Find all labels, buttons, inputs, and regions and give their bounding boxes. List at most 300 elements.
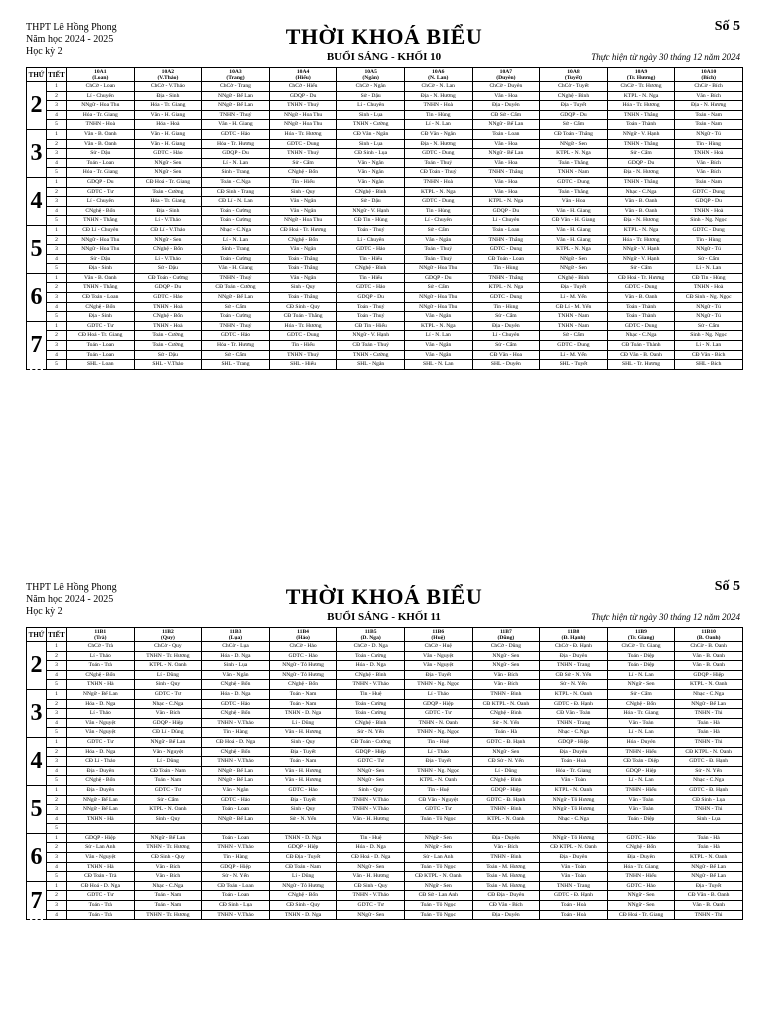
- homeroom-teacher: (Hiếu): [295, 74, 311, 81]
- lesson-cell: CĐ Văn - B. Oanh: [607, 350, 675, 360]
- lesson-cell: Toán - Thuý: [404, 254, 472, 264]
- lesson-cell: GDTC - Hảo: [202, 331, 270, 341]
- lesson-cell: Lí - Thảo: [67, 709, 135, 719]
- lesson-cell: TNHN - Hoà: [675, 149, 743, 159]
- lesson-cell: Toán - Cường: [134, 331, 202, 341]
- lesson-cell: Lí - Dũng: [134, 670, 202, 680]
- lesson-cell: GDTC - Dung: [607, 321, 675, 331]
- lesson-cell: NNgữ - Bế Lan: [202, 101, 270, 111]
- table-row: [27, 747, 743, 757]
- lesson-cell: TNHN - Thi: [675, 910, 743, 920]
- lesson-cell: Văn - Bích: [675, 168, 743, 178]
- lesson-cell: Lí - N. Lan: [202, 158, 270, 168]
- lesson-cell: [202, 824, 270, 834]
- lesson-cell: GDTC - Dung: [607, 283, 675, 293]
- lesson-cell: [404, 824, 472, 834]
- lesson-cell: Lí - Dũng: [269, 872, 337, 882]
- lesson-cell: GDTC - Dung: [540, 341, 608, 351]
- lesson-cell: Hóa - D. Nga: [202, 651, 270, 661]
- lesson-cell: NNgữ - Hoa Thu: [67, 245, 135, 255]
- lesson-cell: NNgữ - Hoa Thu: [269, 216, 337, 226]
- lesson-cell: NNgữ - Sen: [472, 747, 540, 757]
- lesson-cell: Sử - Cẩm: [404, 225, 472, 235]
- period-number: 5: [47, 264, 67, 274]
- lesson-cell: GDTC - Tư: [404, 805, 472, 815]
- lesson-cell: Toán - Thành: [607, 120, 675, 130]
- lesson-cell: Văn - H. Hương: [269, 728, 337, 738]
- lesson-cell: TNHN - Hoà: [67, 120, 135, 130]
- class-header: [134, 68, 202, 82]
- school-year: Năm học 2024 - 2025: [26, 34, 114, 45]
- class-name: 10A6: [432, 68, 445, 75]
- lesson-cell: NNgữ - Bế Lan: [67, 795, 135, 805]
- lesson-cell: GDTC - Hảo: [269, 785, 337, 795]
- period-number: 1: [47, 881, 67, 891]
- lesson-cell: TNHN - Thắng: [607, 139, 675, 149]
- lesson-cell: GDQP - Hiệp: [675, 670, 743, 680]
- lesson-cell: Địa - Duyên: [540, 747, 608, 757]
- table-row: [27, 129, 743, 139]
- lesson-cell: NNgữ - Tô Hương: [540, 795, 608, 805]
- period-number: 1: [47, 225, 67, 235]
- lesson-cell: Lí - V.Thảo: [134, 216, 202, 226]
- class-header: [675, 628, 743, 642]
- lesson-cell: Lí - Dũng: [472, 766, 540, 776]
- lesson-cell: TNHN - Bình: [472, 689, 540, 699]
- table-row: [27, 661, 743, 671]
- lesson-cell: GDQP - Hiệp: [337, 747, 405, 757]
- table-row: [27, 264, 743, 274]
- school-term: Học kỳ 2: [26, 606, 63, 617]
- lesson-cell: ChCờ - Huệ: [404, 642, 472, 652]
- lesson-cell: Toán - Diệp: [607, 661, 675, 671]
- day-label: 5: [27, 225, 47, 273]
- lesson-cell: TNHN - D. Nga: [269, 833, 337, 843]
- lesson-cell: Hóa - Tr. Giang: [67, 168, 135, 178]
- lesson-cell: Văn - B. Oanh: [67, 139, 135, 149]
- lesson-cell: TNHN - Thắng: [607, 110, 675, 120]
- document-number: Số 5: [714, 579, 740, 594]
- lesson-cell: CNghệ - Bốn: [202, 747, 270, 757]
- lesson-cell: NNgữ - Bế Lan: [134, 737, 202, 747]
- lesson-cell: Tin - Hiếu: [337, 273, 405, 283]
- lesson-cell: Hóa - D. Nga: [67, 747, 135, 757]
- lesson-cell: Lí - Chuyên: [337, 235, 405, 245]
- lesson-cell: Văn - Ngân: [337, 168, 405, 178]
- period-number: 1: [47, 273, 67, 283]
- lesson-cell: Sinh - Quy: [269, 805, 337, 815]
- lesson-cell: TNHN - Tr. Hương: [134, 651, 202, 661]
- lesson-cell: GDQP - Du: [540, 110, 608, 120]
- lesson-cell: NNgữ - V. Hạnh: [337, 331, 405, 341]
- lesson-cell: Văn - Hoa: [472, 187, 540, 197]
- lesson-cell: Tin - Hùng: [472, 264, 540, 274]
- lesson-cell: Lí - Chuyên: [472, 216, 540, 226]
- lesson-cell: TNHN - Thuý: [269, 350, 337, 360]
- lesson-cell: NNgữ - Sen: [337, 910, 405, 920]
- lesson-cell: NNgữ - Sen: [134, 168, 202, 178]
- lesson-cell: Văn - B. Oanh: [675, 651, 743, 661]
- class-name: 10A9: [634, 68, 648, 75]
- lesson-cell: CĐ Văn - Hoa: [472, 350, 540, 360]
- lesson-cell: Văn - Ngân: [404, 350, 472, 360]
- lesson-cell: NNgữ - Sen: [337, 776, 405, 786]
- class-header: [540, 628, 608, 642]
- class-name: 10A7: [499, 68, 513, 75]
- lesson-cell: Lí - Dũng: [269, 718, 337, 728]
- lesson-cell: Địa - Duyên: [607, 853, 675, 863]
- lesson-cell: Toán - Nam: [134, 776, 202, 786]
- class-name: 11B9: [635, 628, 647, 635]
- lesson-cell: TNHN - V.Thảo: [202, 910, 270, 920]
- lesson-cell: GDTC - Dung: [269, 139, 337, 149]
- lesson-cell: TNHN - Hoà: [134, 302, 202, 312]
- period-number: 5: [47, 216, 67, 226]
- lesson-cell: CĐ Sử - Lan Anh: [404, 891, 472, 901]
- period-number: 3: [47, 101, 67, 111]
- lesson-cell: TNHN - Thắng: [472, 273, 540, 283]
- lesson-cell: Lí - N. Lan: [607, 776, 675, 786]
- table-row: [27, 651, 743, 661]
- lesson-cell: Hóa - Tr. Giang: [607, 709, 675, 719]
- lesson-cell: Văn - Ngân: [202, 670, 270, 680]
- lesson-cell: CĐ KTPL - N. Oanh: [540, 843, 608, 853]
- homeroom-teacher: (Huệ): [431, 634, 446, 641]
- lesson-cell: Địa - Tuyết: [540, 283, 608, 293]
- table-row: [27, 709, 743, 719]
- lesson-cell: Lí - Dũng: [134, 757, 202, 767]
- table-row: [27, 197, 743, 207]
- lesson-cell: Văn - B. Oanh: [67, 273, 135, 283]
- lesson-cell: TNHN - Hoà: [675, 206, 743, 216]
- lesson-cell: Tin - Hùng: [675, 139, 743, 149]
- class-header: [67, 68, 135, 82]
- lesson-cell: Sử - Cẩm: [675, 254, 743, 264]
- lesson-cell: Lí - M. Yến: [540, 293, 608, 303]
- table-row: [27, 216, 743, 226]
- table-row: [27, 680, 743, 690]
- lesson-cell: Văn - Toàn: [540, 872, 608, 882]
- lesson-cell: NNgữ - Bế Lan: [675, 862, 743, 872]
- lesson-cell: Sử - N. Yến: [675, 766, 743, 776]
- period-number: 3: [47, 757, 67, 767]
- lesson-cell: Sử - Cẩm: [607, 689, 675, 699]
- lesson-cell: GDTC - Dung: [269, 331, 337, 341]
- lesson-cell: Toán - Loan: [202, 833, 270, 843]
- lesson-cell: CNghệ - Bình: [472, 709, 540, 719]
- lesson-cell: Sử - Cẩm: [607, 149, 675, 159]
- table-row: [27, 901, 743, 911]
- lesson-cell: Văn - H. Hương: [269, 776, 337, 786]
- lesson-cell: GDTC - Tư: [67, 321, 135, 331]
- lesson-cell: Sử - Dậu: [67, 254, 135, 264]
- lesson-cell: CNghệ - Bốn: [134, 312, 202, 322]
- lesson-cell: Toán - Hoà: [540, 757, 608, 767]
- lesson-cell: TNHN - Hiếu: [607, 785, 675, 795]
- period-number: 2: [47, 699, 67, 709]
- lesson-cell: Văn - H. Giang: [134, 129, 202, 139]
- lesson-cell: TNHN - Thắng: [472, 235, 540, 245]
- class-name: 10A10: [701, 68, 717, 75]
- lesson-cell: TNHN - Thuý: [269, 149, 337, 159]
- lesson-cell: GDTC - Đ. Hạnh: [540, 699, 608, 709]
- lesson-cell: CĐ Lí - V.Thảo: [134, 225, 202, 235]
- lesson-cell: GDTC - Đ. Hạnh: [675, 757, 743, 767]
- lesson-cell: GDQP - Hiệp: [67, 833, 135, 843]
- lesson-cell: CĐ Văn - Ngân: [404, 129, 472, 139]
- lesson-cell: Địa - Duyên: [472, 101, 540, 111]
- lesson-cell: GDTC - Dung: [675, 187, 743, 197]
- lesson-cell: Văn - Toàn: [607, 718, 675, 728]
- lesson-cell: NNgữ - Tô Hương: [540, 833, 608, 843]
- lesson-cell: CĐ Tin - Hùng: [337, 216, 405, 226]
- timetable-grid: [26, 627, 743, 920]
- lesson-cell: TNHN - Hoà: [404, 177, 472, 187]
- table-row: [27, 881, 743, 891]
- lesson-cell: CĐ Sinh - Quy: [337, 881, 405, 891]
- day-label: 7: [27, 881, 47, 919]
- lesson-cell: Tin - Hiếu: [337, 254, 405, 264]
- period-number: 5: [47, 680, 67, 690]
- lesson-cell: Toán - Loan: [472, 129, 540, 139]
- lesson-cell: TNHN - Tr. Hương: [134, 910, 202, 920]
- lesson-cell: SHL - Tr. Hương: [607, 360, 675, 370]
- period-number: 4: [47, 766, 67, 776]
- lesson-cell: CĐ Lí - Thảo: [67, 757, 135, 767]
- period-number: 5: [47, 728, 67, 738]
- lesson-cell: Sử - Cẩm: [540, 120, 608, 130]
- class-name: 10A5: [364, 68, 377, 75]
- lesson-cell: CNghệ - Bình: [337, 187, 405, 197]
- lesson-cell: GDTC - Dung: [675, 225, 743, 235]
- period-number: 5: [47, 312, 67, 322]
- period-number: 3: [47, 853, 67, 863]
- lesson-cell: KTPL - N. Oanh: [540, 785, 608, 795]
- lesson-cell: Văn - Toàn: [540, 862, 608, 872]
- lesson-cell: NNgữ - Tô Hương: [540, 805, 608, 815]
- table-row: [27, 158, 743, 168]
- lesson-cell: Toán - Nam: [675, 120, 743, 130]
- lesson-cell: ChCờ - Dũng: [472, 642, 540, 652]
- lesson-cell: TNHN - Bình: [472, 853, 540, 863]
- lesson-cell: Sử - Cẩm: [202, 302, 270, 312]
- effective-date: Thực hiện từ ngày 30 tháng 12 năm 2024: [591, 52, 740, 62]
- lesson-cell: CĐ Sử - Cẩm: [472, 110, 540, 120]
- lesson-cell: GDQP - Du: [67, 177, 135, 187]
- lesson-cell: TNHN - Thuý: [202, 273, 270, 283]
- lesson-cell: TNHN - Thắng: [472, 168, 540, 178]
- lesson-cell: Văn - B. Oanh: [67, 129, 135, 139]
- lesson-cell: Tin - Hàng: [202, 728, 270, 738]
- homeroom-teacher: (Loan): [92, 74, 109, 81]
- lesson-cell: TNHN - Hoà: [404, 101, 472, 111]
- period-number: 2: [47, 235, 67, 245]
- table-row: [27, 91, 743, 101]
- lesson-cell: Văn - Toàn: [540, 776, 608, 786]
- lesson-cell: Văn - H. Giang: [134, 139, 202, 149]
- class-header: [404, 628, 472, 642]
- lesson-cell: GDTC - Dung: [472, 293, 540, 303]
- homeroom-teacher: (Dũng): [497, 634, 515, 641]
- lesson-cell: TNHN - Nam: [540, 168, 608, 178]
- table-row: [27, 766, 743, 776]
- lesson-cell: NNgữ - Tú: [675, 129, 743, 139]
- lesson-cell: Văn - Ngân: [404, 312, 472, 322]
- lesson-cell: NNgữ - Sen: [607, 891, 675, 901]
- lesson-cell: Địa - Tuyết: [404, 757, 472, 767]
- lesson-cell: CĐ Văn - Nguyệt: [404, 795, 472, 805]
- lesson-cell: Văn - H. Giang: [540, 225, 608, 235]
- lesson-cell: [269, 824, 337, 834]
- lesson-cell: Văn - H. Giang: [540, 235, 608, 245]
- lesson-cell: ChCờ - Quy: [134, 642, 202, 652]
- lesson-cell: Địa - N. Hương: [607, 216, 675, 226]
- class-header: [134, 628, 202, 642]
- period-number: 3: [47, 805, 67, 815]
- lesson-cell: Tin - Hùng: [404, 110, 472, 120]
- lesson-cell: KTPL - N. Nga: [540, 245, 608, 255]
- lesson-cell: Tin - Hùng: [404, 206, 472, 216]
- table-row: [27, 814, 743, 824]
- lesson-cell: CĐ Toán - Thuý: [404, 168, 472, 178]
- lesson-cell: CĐ Sinh - Lụa: [337, 149, 405, 159]
- lesson-cell: [337, 824, 405, 834]
- table-row: [27, 225, 743, 235]
- lesson-cell: CNghệ - Bốn: [269, 891, 337, 901]
- period-number: 2: [47, 139, 67, 149]
- timetable-sheet-grade-11: [0, 560, 768, 1024]
- lesson-cell: ChCờ - N. Lan: [404, 82, 472, 92]
- lesson-cell: CNghệ - Bốn: [67, 206, 135, 216]
- homeroom-teacher: (Tr. Hương): [626, 74, 656, 81]
- class-name: 10A2: [161, 68, 175, 75]
- lesson-cell: Sử - N. Yến: [472, 718, 540, 728]
- lesson-cell: Địa - Tuyết: [675, 881, 743, 891]
- lesson-cell: SHL - N. Lan: [404, 360, 472, 370]
- lesson-cell: GDQP - Du: [134, 283, 202, 293]
- lesson-cell: CĐ KTPL - N. Oanh: [404, 872, 472, 882]
- lesson-cell: Sinh - Lụa: [675, 814, 743, 824]
- lesson-cell: ChCờ - Bích: [675, 82, 743, 92]
- lesson-cell: NNgữ - Bế Lan: [675, 872, 743, 882]
- lesson-cell: CNghệ - Bình: [337, 264, 405, 274]
- lesson-cell: Địa - N. Hương: [404, 91, 472, 101]
- period-number: 2: [47, 331, 67, 341]
- day-label: 6: [27, 833, 47, 881]
- lesson-cell: CĐ Lí - Dũng: [134, 728, 202, 738]
- lesson-cell: ChCờ - Đ. Hạnh: [540, 642, 608, 652]
- lesson-cell: GDTC - Đ. Hạnh: [472, 795, 540, 805]
- lesson-cell: TNHN - Bình: [472, 805, 540, 815]
- period-number: 4: [47, 206, 67, 216]
- lesson-cell: CNghệ - Bốn: [67, 776, 135, 786]
- lesson-cell: GDQP - Du: [269, 91, 337, 101]
- lesson-cell: Lí - N. Lan: [675, 341, 743, 351]
- lesson-cell: Toán - Thuý: [404, 245, 472, 255]
- lesson-cell: Toán - M. Hương: [472, 872, 540, 882]
- lesson-cell: CĐ Văn - Toàn: [540, 709, 608, 719]
- lesson-cell: ChCờ - Lụa: [202, 642, 270, 652]
- lesson-cell: Địa - Tuyết: [269, 795, 337, 805]
- lesson-cell: GDTC - Dung: [472, 245, 540, 255]
- table-row: [27, 642, 743, 652]
- timetable-sheet-grade-10: [0, 0, 768, 500]
- period-number: 3: [47, 341, 67, 351]
- class-header: [607, 628, 675, 642]
- lesson-cell: Văn - H. Giang: [540, 206, 608, 216]
- lesson-cell: SHL - Hiếu: [269, 360, 337, 370]
- day-label: 2: [27, 642, 47, 690]
- lesson-cell: TNHN - Hoà: [675, 283, 743, 293]
- lesson-cell: Lí - N. Lan: [404, 331, 472, 341]
- lesson-cell: TNHN - Hà: [67, 862, 135, 872]
- lesson-cell: Sinh - Quy: [269, 187, 337, 197]
- table-row: [27, 910, 743, 920]
- lesson-cell: Toán - Loan: [67, 341, 135, 351]
- lesson-cell: Địa - Duyên: [540, 651, 608, 661]
- day-label: 3: [27, 129, 47, 177]
- lesson-cell: NNgữ - Sen: [472, 651, 540, 661]
- lesson-cell: TNHN - V.Thảo: [337, 795, 405, 805]
- lesson-cell: NNgữ - Bế Lan: [134, 833, 202, 843]
- lesson-cell: GDTC - Đ. Hạnh: [675, 785, 743, 795]
- lesson-cell: Lí - N. Lan: [675, 264, 743, 274]
- lesson-cell: GDTC - Dung: [540, 177, 608, 187]
- lesson-cell: Toán - Cường: [202, 254, 270, 264]
- lesson-cell: KTPL - N. Nga: [607, 91, 675, 101]
- lesson-cell: Sử - Lan Anh: [67, 843, 135, 853]
- lesson-cell: Toán - Thuý: [404, 158, 472, 168]
- lesson-cell: NNgữ - Bế Lan: [472, 149, 540, 159]
- lesson-cell: Nhạc - C.Nga: [675, 776, 743, 786]
- lesson-cell: Văn - Ngân: [269, 197, 337, 207]
- table-row: [27, 360, 743, 370]
- lesson-cell: GDTC - Tư: [337, 757, 405, 767]
- period-number: 4: [47, 910, 67, 920]
- period-number: 2: [47, 283, 67, 293]
- lesson-cell: Toán - Tô Ngọc: [404, 862, 472, 872]
- lesson-cell: NNgữ - Hoa Thu: [404, 293, 472, 303]
- lesson-cell: Địa - Sinh: [67, 312, 135, 322]
- lesson-cell: Toán - Thắng: [269, 264, 337, 274]
- lesson-cell: Toán - Nam: [269, 699, 337, 709]
- lesson-cell: ChCờ - Tuyết: [540, 82, 608, 92]
- lesson-cell: TNHN - Thắng: [67, 216, 135, 226]
- lesson-cell: Toán - Tô Ngọc: [404, 901, 472, 911]
- lesson-cell: NNgữ - Bế Lan: [202, 91, 270, 101]
- lesson-cell: TNHN - Hiếu: [607, 747, 675, 757]
- day-label: 3: [27, 689, 47, 737]
- class-header: [337, 68, 405, 82]
- lesson-cell: CĐ Tin - Hiếu: [337, 321, 405, 331]
- lesson-cell: Toán - Tô Ngọc: [404, 814, 472, 824]
- lesson-cell: TNHN - Hà: [67, 814, 135, 824]
- lesson-cell: Toán - Nam: [269, 689, 337, 699]
- class-header: [540, 68, 608, 82]
- lesson-cell: Toán - Cường: [134, 341, 202, 351]
- lesson-cell: Tin - Huệ: [337, 689, 405, 699]
- lesson-cell: CĐ Văn - B. Oanh: [675, 891, 743, 901]
- period-number: 1: [47, 321, 67, 331]
- lesson-cell: Toán - Nam: [269, 757, 337, 767]
- class-name: 11B5: [364, 628, 377, 635]
- lesson-cell: Toán - Thuý: [337, 312, 405, 322]
- lesson-cell: Hóa - D. Nga: [337, 661, 405, 671]
- lesson-cell: CNghệ - Bình: [337, 670, 405, 680]
- table-row: [27, 795, 743, 805]
- lesson-cell: GDQP - Du: [472, 206, 540, 216]
- table-row: [27, 757, 743, 767]
